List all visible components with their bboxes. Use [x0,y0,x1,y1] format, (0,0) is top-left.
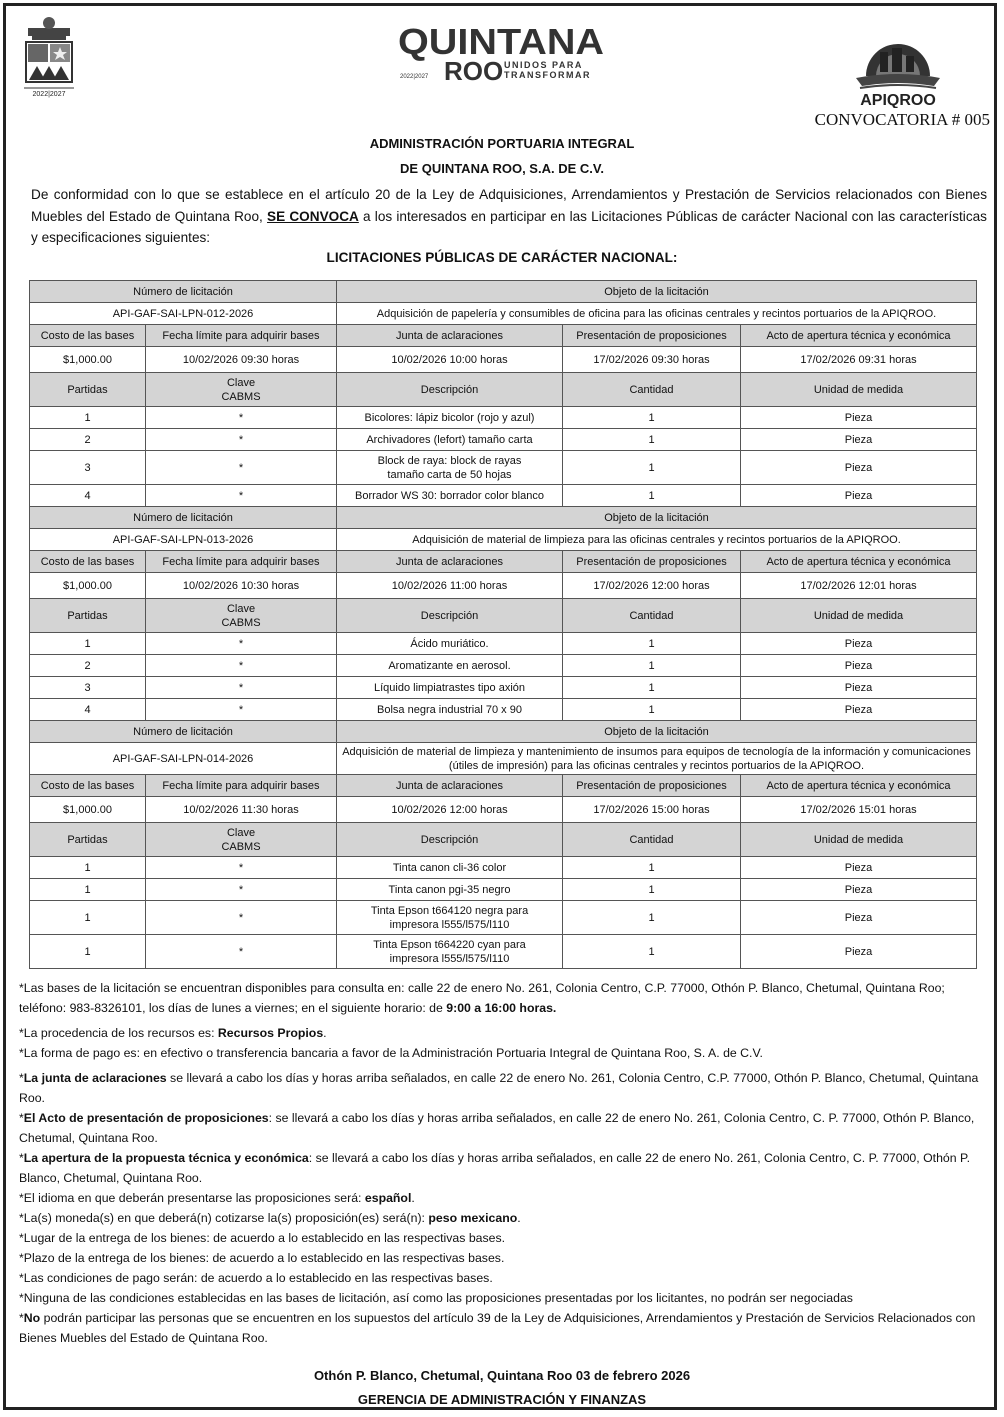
partida-cantidad: 1 [563,633,741,655]
costo-value: $1,000.00 [30,347,146,373]
logo-slogan-1: UNIDOS PARA [504,60,583,70]
licitacion-id-row [30,529,977,551]
partida-unidad: Pieza [741,935,977,969]
partida-clave: * [146,633,337,655]
note-text: podrán participar las personas que se encuentren en los supuestos del artículo 39 de la Ley de Adquisiciones, Arrendamientos y Prestación de Servicios Relacionados con Bienes Muebles del Estado de Quintana Roo. [19,1311,976,1345]
partida-number: 1 [30,935,146,969]
unidad-header: Unidad de medida [741,599,977,633]
presentacion-header: Presentación de proposiciones [563,325,741,347]
note-item [19,1043,987,1063]
schedule-header-row [30,775,977,797]
objeto-header: Objeto de la licitación [337,281,977,303]
partida-clave: * [146,655,337,677]
costo-header: Costo de las bases [30,775,146,797]
fecha-limite-value: 10/02/2026 09:30 horas [146,347,337,373]
partidas-header: Partidas [30,599,146,633]
note-item [19,1248,987,1268]
partida-descripcion: Borrador WS 30: borrador color blanco [337,485,563,507]
note-text: *El idioma en que deberán presentarse las proposiciones será: [19,1191,365,1205]
conditions-notes [19,978,987,1348]
clave-header [146,823,337,857]
intro-text-post: a los interesados en participar en las Licitaciones Públicas de carácter Nacional con las características y especificaciones siguientes: [31,208,987,245]
partida-clave: * [146,857,337,879]
org-name-line1: ADMINISTRACIÓN PORTUARIA INTEGRAL [369,136,635,151]
note-item [19,1308,987,1348]
logo-years-text: 2022|2027 [400,74,429,80]
descripcion-header: Descripción [337,599,563,633]
partida-descripcion: Archivadores (lefort) tamaño carta [337,429,563,451]
partida-number: 2 [30,655,146,677]
costo-header: Costo de las bases [30,325,146,347]
junta-header: Junta de aclaraciones [337,551,563,573]
numero-header: Número de licitación [30,281,337,303]
partida-row [30,935,977,969]
note-item [19,1228,987,1248]
partida-clave: * [146,901,337,935]
numero-header: Número de licitación [30,507,337,529]
licitacion-number: API-GAF-SAI-LPN-012-2026 [30,303,337,325]
logo-slogan-2: TRANSFORMAR [504,70,591,80]
note-text: * [19,1311,24,1325]
state-coat-of-arms-logo [20,14,78,98]
partida-clave: * [146,699,337,721]
partida-number: 1 [30,407,146,429]
fecha-limite-header: Fecha límite para adquirir bases [146,775,337,797]
partida-descripcion: Bolsa negra industrial 70 x 90 [337,699,563,721]
costo-value: $1,000.00 [30,573,146,599]
partida-cantidad: 1 [563,655,741,677]
footer-place-date: Othón P. Blanco, Chetumal, Quintana Roo 03 de febrero 2026 [313,1368,691,1383]
partida-row [30,901,977,935]
partida-clave: * [146,677,337,699]
partida-descripcion: Tinta canon pgi-35 negro [337,879,563,901]
partida-unidad: Pieza [741,879,977,901]
partida-unidad: Pieza [741,429,977,451]
partida-row [30,677,977,699]
org-name-line2: DE QUINTANA ROO, S.A. DE C.V. [400,161,604,176]
unidad-header: Unidad de medida [741,373,977,407]
partida-descripcion: Ácido muriático. [337,633,563,655]
note-item [19,978,987,1018]
partidas-header-row [30,373,977,407]
clave-header [146,599,337,633]
partida-number: 3 [30,677,146,699]
intro-paragraph [31,184,987,249]
costo-value: $1,000.00 [30,797,146,823]
apiqroo-logo-text: APIQROO [860,92,936,108]
partida-unidad: Pieza [741,655,977,677]
clave-label: Clave [226,602,256,615]
partida-row [30,451,977,485]
note-text: *Plazo de la entrega de los bienes: de acuerdo a lo establecido en las respectivas bases. [19,1251,505,1265]
partida-cantidad: 1 [563,857,741,879]
partida-cantidad: 1 [563,935,741,969]
footer-department: GERENCIA DE ADMINISTRACIÓN Y FINANZAS [357,1392,647,1407]
presentacion-value: 17/02/2026 09:30 horas [563,347,741,373]
note-text: : se llevará a cabo los días y horas arriba señalados, en calle 22 de enero No. 261, Colonia Centro, C. P. 77000, Othón P. Blanco, Chetumal, Quintana Roo. [19,1111,975,1145]
partida-descripcion: Bicolores: lápiz bicolor (rojo y azul) [337,407,563,429]
note-bold-text: 9:00 a 16:00 horas. [446,1001,557,1015]
partida-row [30,655,977,677]
note-bold-text: Recursos Propios [217,1026,324,1040]
note-text: . [411,1191,415,1205]
cabms-label: CABMS [221,390,261,403]
partida-clave: * [146,879,337,901]
licitacion-id-row [30,743,977,775]
presentacion-value: 17/02/2026 12:00 horas [563,573,741,599]
licitacion-header-row [30,281,977,303]
partida-number: 1 [30,901,146,935]
partida-number: 1 [30,633,146,655]
note-item [19,1148,987,1188]
partida-cantidad: 1 [563,429,741,451]
partida-row [30,485,977,507]
partida-number: 4 [30,485,146,507]
note-text: *La procedencia de los recursos es: [19,1026,218,1040]
partida-unidad: Pieza [741,485,977,507]
schedule-row [30,573,977,599]
presentacion-value: 17/02/2026 15:00 horas [563,797,741,823]
clave-label: Clave [226,826,256,839]
note-item [19,1268,987,1288]
partida-descripcion: Block de raya: block de rayas tamaño carta de 50 hojas [337,451,563,485]
apertura-header: Acto de apertura técnica y económica [741,325,977,347]
partida-row [30,857,977,879]
fecha-limite-value: 10/02/2026 10:30 horas [146,573,337,599]
partida-clave: * [146,429,337,451]
partida-number: 1 [30,879,146,901]
apertura-header: Acto de apertura técnica y económica [741,775,977,797]
partida-descripcion: Tinta Epson t664120 negra para impresora l555/l575/l110 [337,901,563,935]
fecha-limite-header: Fecha límite para adquirir bases [146,551,337,573]
note-text: * [19,1071,24,1085]
apertura-value: 17/02/2026 09:31 horas [741,347,977,373]
partida-cantidad: 1 [563,699,741,721]
convocatoria-number: CONVOCATORIA # 005 [814,110,990,129]
junta-value: 10/02/2026 12:00 horas [337,797,563,823]
licitacion-header-row [30,507,977,529]
note-text: *Ninguna de las condiciones establecidas en las bases de licitación, así como las proposiciones presentadas por los licitantes, no podrán ser negociadas [19,1291,853,1305]
partidas-header-row [30,599,977,633]
partida-unidad: Pieza [741,677,977,699]
note-text: * [19,1151,24,1165]
partida-row [30,699,977,721]
costo-header: Costo de las bases [30,551,146,573]
partida-unidad: Pieza [741,633,977,655]
note-text: . [517,1211,521,1225]
partida-unidad: Pieza [741,699,977,721]
note-bold-text: La apertura de la propuesta técnica y económica [23,1151,309,1165]
note-item [19,1188,987,1208]
schedule-header-row [30,325,977,347]
licitaciones-table [29,280,977,969]
partida-row [30,429,977,451]
partida-unidad: Pieza [741,451,977,485]
junta-header: Junta de aclaraciones [337,325,563,347]
clave-header [146,373,337,407]
partida-unidad: Pieza [741,857,977,879]
junta-value: 10/02/2026 11:00 horas [337,573,563,599]
logo-quintana-text: QUINTANA [398,22,605,62]
licitacion-id-row [30,303,977,325]
partidas-header-row [30,823,977,857]
note-bold-text: No [23,1311,41,1325]
section-title: LICITACIONES PÚBLICAS DE CARÁCTER NACIONAL: [326,250,678,265]
numero-header: Número de licitación [30,721,337,743]
objeto-header: Objeto de la licitación [337,507,977,529]
partida-cantidad: 1 [563,879,741,901]
partida-number: 4 [30,699,146,721]
partida-clave: * [146,935,337,969]
clave-label: Clave [226,376,256,389]
apertura-header: Acto de apertura técnica y económica [741,551,977,573]
licitacion-number: API-GAF-SAI-LPN-013-2026 [30,529,337,551]
partida-row [30,407,977,429]
se-convoca-text: SE CONVOCA [267,208,359,224]
cantidad-header: Cantidad [563,373,741,407]
partidas-header: Partidas [30,373,146,407]
note-item [19,1023,987,1043]
note-text: * [19,1111,24,1125]
partida-cantidad: 1 [563,677,741,699]
licitacion-objeto: Adquisición de material de limpieza y mantenimiento de insumos para equipos de tecnología de la información y comunicaciones (útiles de impresión) para las oficinas centrales y recintos portuarios de la APIQROO. [337,743,977,775]
partida-clave: * [146,407,337,429]
note-text: *Lugar de la entrega de los bienes: de acuerdo a lo establecido en las respectivas bases. [19,1231,506,1245]
licitacion-objeto: Adquisición de material de limpieza para las oficinas centrales y recintos portuarios de la APIQROO. [337,529,977,551]
presentacion-header: Presentación de proposiciones [563,551,741,573]
partida-descripcion: Líquido limpiatrastes tipo axión [337,677,563,699]
note-item [19,1208,987,1228]
descripcion-header: Descripción [337,373,563,407]
partidas-header: Partidas [30,823,146,857]
partida-unidad: Pieza [741,407,977,429]
partida-descripcion: Tinta canon cli-36 color [337,857,563,879]
partida-descripcion: Tinta Epson t664220 cyan para impresora l555/l575/l110 [337,935,563,969]
schedule-row [30,347,977,373]
note-text: *Las bases de la licitación se encuentran disponibles para consulta en: calle 22 de enero No. 261, Colonia Centro, C.P. 77000, Othón P. Blanco, Chetumal, Quintana Roo; teléfono: 983-8326101, los días de lunes a viernes; en el siguiente horario: de [19,981,945,1015]
note-text: : se llevará a cabo los días y horas arriba señalados, en calle 22 de enero No. 261, Colonia Centro, C. P. 77000, Othón P. Blanco, Chetumal, Quintana Roo. [19,1151,971,1185]
cantidad-header: Cantidad [563,823,741,857]
partida-row [30,879,977,901]
partida-row [30,633,977,655]
partida-cantidad: 1 [563,901,741,935]
partida-number: 3 [30,451,146,485]
note-item [19,1108,987,1148]
descripcion-header: Descripción [337,823,563,857]
junta-header: Junta de aclaraciones [337,775,563,797]
note-bold-text: español [364,1191,412,1205]
fecha-limite-header: Fecha límite para adquirir bases [146,325,337,347]
apertura-value: 17/02/2026 15:01 horas [741,797,977,823]
note-bold-text: La junta de aclaraciones [23,1071,167,1085]
note-item [19,1288,987,1308]
note-text: . [323,1026,327,1040]
partida-cantidad: 1 [563,451,741,485]
note-text: *La forma de pago es: en efectivo o transferencia bancaria a favor de la Administración Portuaria Integral de Quintana Roo, S. A. de C.V. [19,1046,763,1060]
licitacion-number: API-GAF-SAI-LPN-014-2026 [30,743,337,775]
note-text: se llevará a cabo los días y horas arriba señalados, en calle 22 de enero No. 261, Colonia Centro, C.P. 77000, Othón P. Blanco, Chetumal, Quintana Roo. [19,1071,979,1105]
junta-value: 10/02/2026 10:00 horas [337,347,563,373]
cabms-label: CABMS [221,840,261,853]
fecha-limite-value: 10/02/2026 11:30 horas [146,797,337,823]
note-bold-text: peso mexicano [428,1211,518,1225]
schedule-row [30,797,977,823]
licitacion-objeto: Adquisición de papelería y consumibles de oficina para las oficinas centrales y recintos portuarios de la APIQROO. [337,303,977,325]
cabms-label: CABMS [221,616,261,629]
apertura-value: 17/02/2026 12:01 horas [741,573,977,599]
partida-clave: * [146,485,337,507]
apiqroo-logo [850,18,946,108]
objeto-header: Objeto de la licitación [337,721,977,743]
partida-number: 2 [30,429,146,451]
partida-unidad: Pieza [741,901,977,935]
partida-clave: * [146,451,337,485]
left-logo-years: 2022|2027 [32,91,66,98]
partida-number: 1 [30,857,146,879]
schedule-header-row [30,551,977,573]
unidad-header: Unidad de medida [741,823,977,857]
cantidad-header: Cantidad [563,599,741,633]
logo-roo-text: ROO [444,56,504,84]
presentacion-header: Presentación de proposiciones [563,775,741,797]
licitacion-header-row [30,721,977,743]
note-text: *La(s) moneda(s) en que deberá(n) cotizarse la(s) proposición(es) será(n): [19,1211,429,1225]
intro-text-pre: De conformidad con lo que se establece en el artículo 20 de la Ley de Adquisiciones, Arrendamientos y Prestación de Servicios relacionados con Bienes Muebles del Estado de Quintana Roo, [31,187,987,224]
note-item [19,1068,987,1108]
partida-cantidad: 1 [563,485,741,507]
note-bold-text: El Acto de presentación de proposiciones [23,1111,269,1125]
partida-descripcion: Aromatizante en aerosol. [337,655,563,677]
partida-cantidad: 1 [563,407,741,429]
quintana-roo-logo [396,22,608,84]
note-text: *Las condiciones de pago serán: de acuerdo a lo establecido en las respectivas bases. [19,1271,493,1285]
